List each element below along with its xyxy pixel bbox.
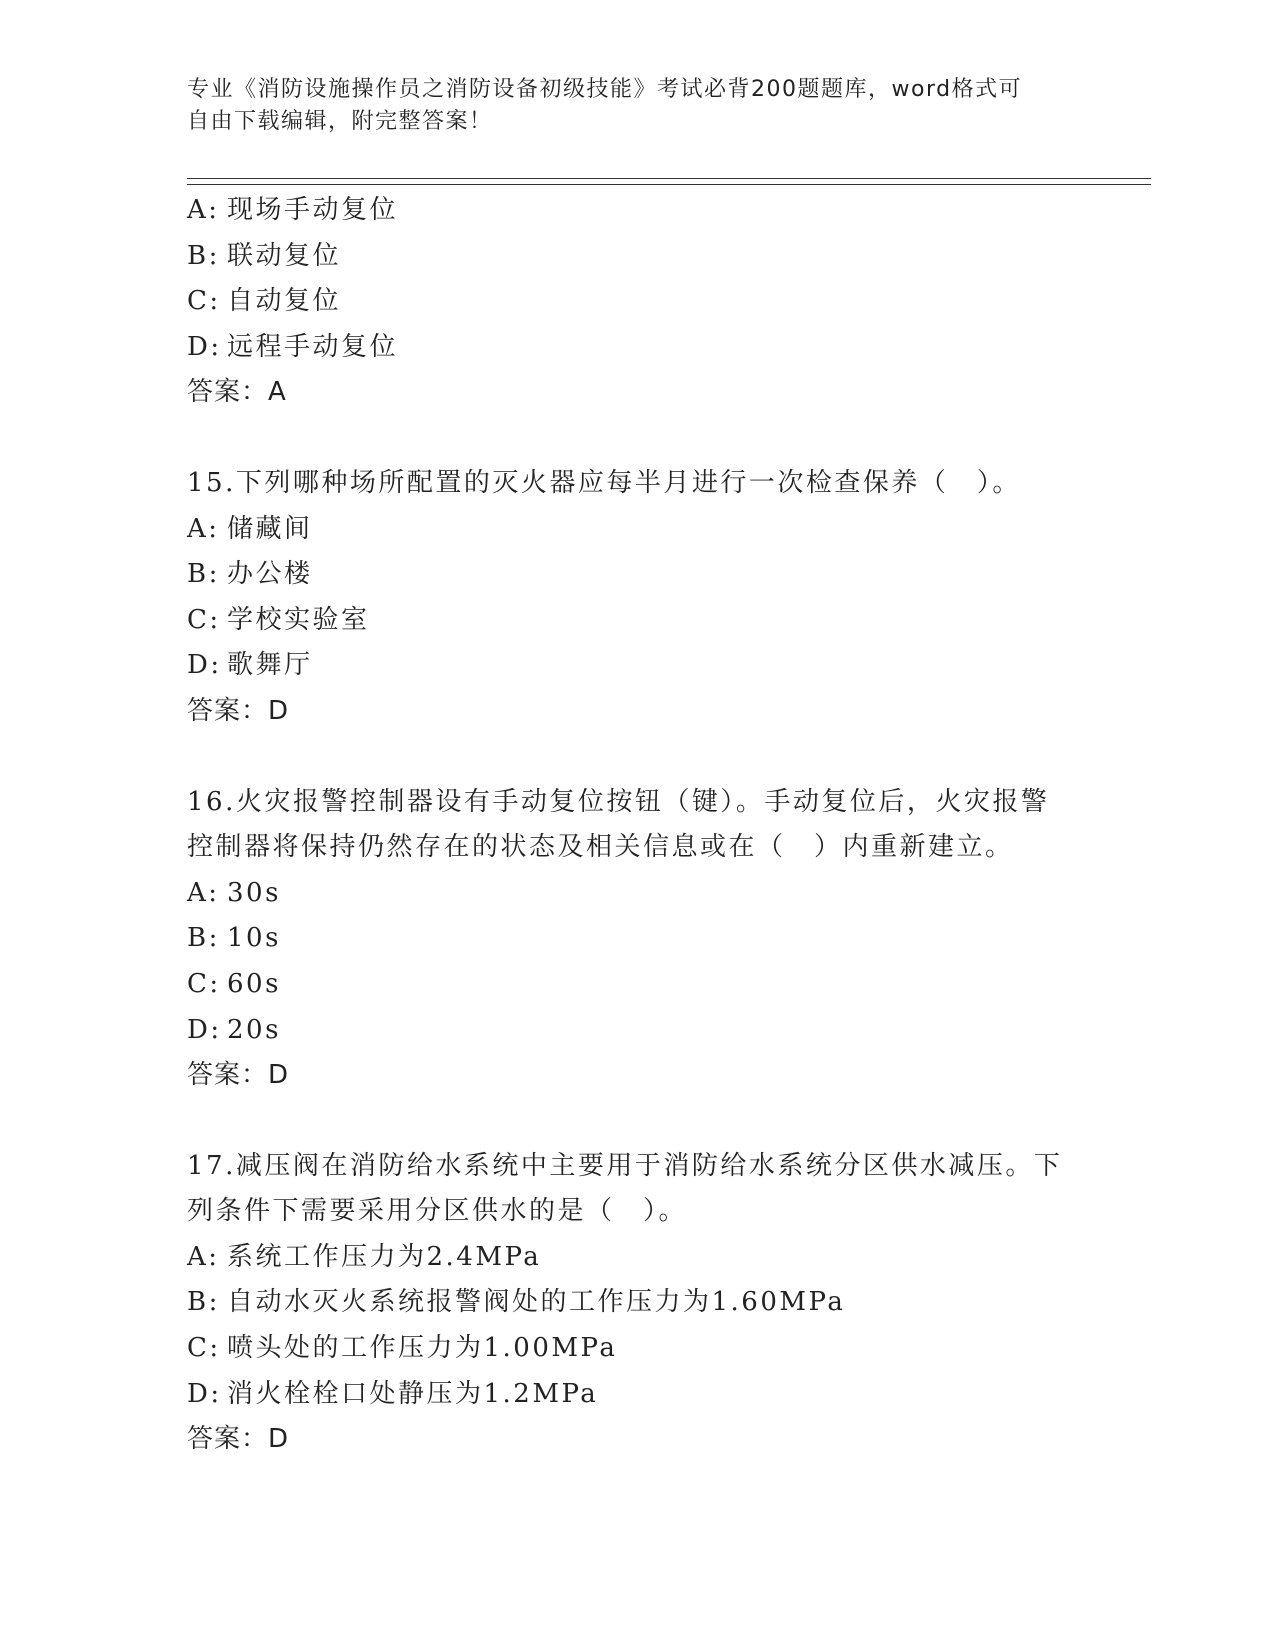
question-stem-line-1: 17.减压阀在消防给水系统中主要用于消防给水系统分区供水减压。下 — [187, 1150, 1063, 1181]
option-text: 远程手动复位 — [227, 331, 399, 362]
option-text: 消火栓栓口处静压为1.2MPa — [227, 1378, 599, 1409]
option-text: 现场手动复位 — [227, 195, 399, 225]
option-text: 歌舞厅 — [227, 650, 313, 681]
option-text: 储藏间 — [227, 513, 313, 544]
option-letter: C: — [187, 968, 221, 999]
question-stem-line-2: 列条件下需要采用分区供水的是（ ）。 — [187, 1196, 688, 1227]
question-block-15 — [187, 461, 1087, 735]
question-block-16 — [187, 780, 1087, 1099]
spacer — [187, 735, 1087, 780]
option-text: 自动水灭火系统报警阀处的工作压力为1.60MPa — [227, 1287, 846, 1318]
option-letter: A: — [187, 195, 220, 225]
option-c — [187, 598, 1087, 644]
option-text: 学校实验室 — [227, 604, 370, 635]
option-letter: D: — [187, 1378, 222, 1409]
spacer — [187, 416, 1087, 461]
option-a — [187, 507, 1087, 553]
answer: 答案：A — [187, 377, 287, 408]
option-text: 自动复位 — [227, 286, 342, 317]
option-letter: B: — [187, 1287, 220, 1318]
option-letter: A: — [187, 877, 220, 908]
header-line-1: 专业《消防设施操作员之消防设备初级技能》考试必背200题题库，word格式可 — [187, 77, 1023, 102]
option-a — [187, 188, 1087, 234]
question-block-17 — [187, 1144, 1087, 1463]
question-stem: 15.下列哪种场所配置的灭火器应每半月进行一次检查保养（ ）。 — [187, 467, 1021, 498]
spacer — [187, 1099, 1087, 1144]
option-d — [187, 325, 1087, 371]
option-d — [187, 1008, 1087, 1054]
option-letter: D: — [187, 1014, 222, 1045]
option-text: 联动复位 — [227, 240, 342, 271]
answer: 答案：D — [187, 1424, 290, 1455]
option-c — [187, 962, 1087, 1008]
question-list — [187, 188, 1087, 1463]
question-stem-line-1: 16.火灾报警控制器设有手动复位按钮（键）。手动复位后，火灾报警 — [187, 786, 1050, 817]
option-text: 系统工作压力为2.4MPa — [227, 1241, 542, 1272]
option-letter: B: — [187, 923, 220, 954]
option-text: 办公楼 — [227, 559, 313, 590]
header-line-2: 自由下载编辑，附完整答案！ — [187, 109, 493, 134]
option-text: 10s — [227, 923, 281, 954]
option-letter: D: — [187, 331, 222, 362]
option-text: 60s — [227, 968, 281, 999]
option-a — [187, 1235, 1087, 1281]
option-text: 30s — [227, 877, 281, 908]
option-letter: A: — [187, 1241, 220, 1272]
question-stem-line-2: 控制器将保持仍然存在的状态及相关信息或在（ ）内重新建立。 — [187, 832, 1014, 863]
option-text: 20s — [227, 1014, 281, 1045]
option-b — [187, 1280, 1087, 1326]
option-b — [187, 234, 1087, 280]
option-letter: C: — [187, 286, 221, 317]
option-d — [187, 643, 1087, 689]
option-b — [187, 916, 1087, 962]
answer: 答案：D — [187, 695, 290, 726]
option-letter: C: — [187, 604, 221, 635]
page-header — [187, 74, 1067, 138]
option-c — [187, 279, 1087, 325]
option-d — [187, 1372, 1087, 1418]
option-letter: B: — [187, 240, 220, 271]
question-block-14 — [187, 188, 1087, 416]
header-double-rule — [187, 178, 1151, 185]
option-letter: A: — [187, 513, 220, 544]
option-a — [187, 871, 1087, 917]
option-c — [187, 1326, 1087, 1372]
option-letter: C: — [187, 1333, 221, 1364]
option-letter: D: — [187, 650, 222, 681]
option-text: 喷头处的工作压力为1.00MPa — [227, 1333, 618, 1364]
option-b — [187, 552, 1087, 598]
answer: 答案：D — [187, 1060, 290, 1091]
option-letter: B: — [187, 559, 220, 590]
